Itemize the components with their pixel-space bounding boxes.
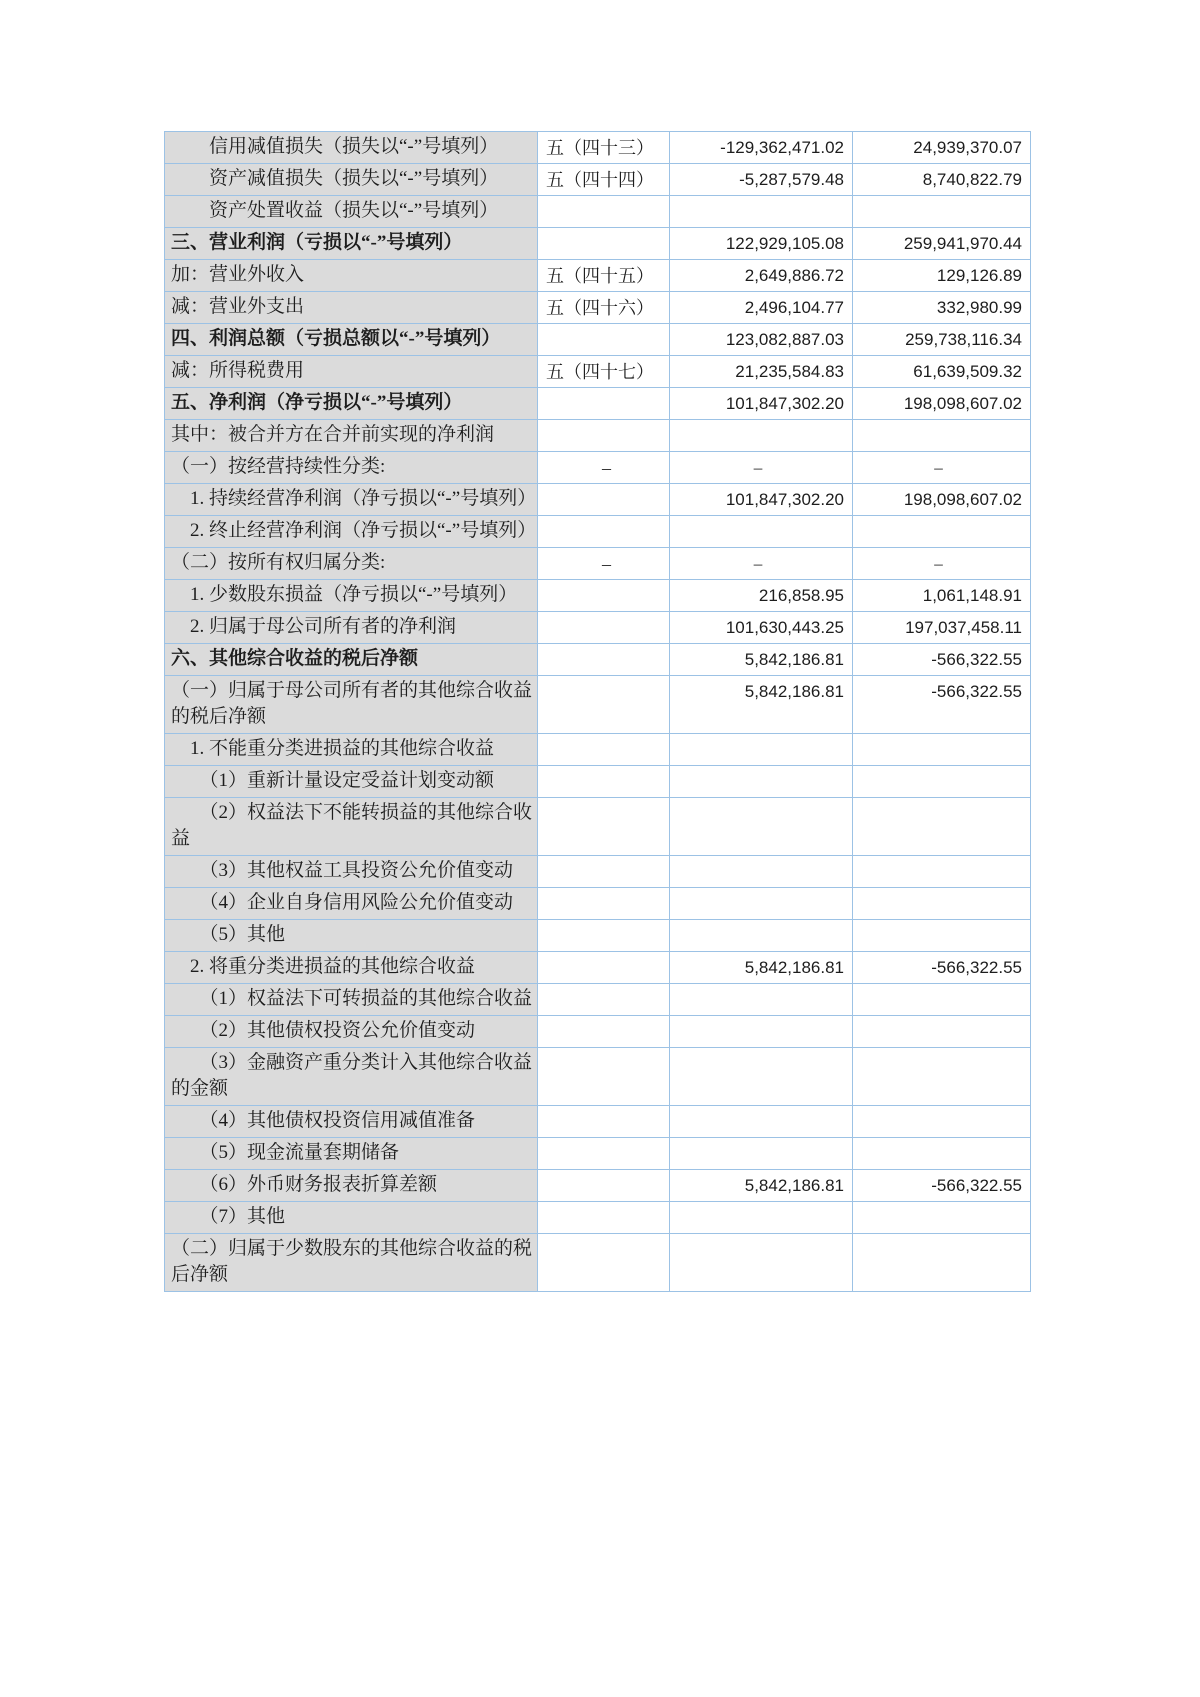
item-label-cell: 其中：被合并方在合并前实现的净利润 [165,420,538,452]
note-reference-cell [538,1048,670,1106]
current-period-amount-cell [670,1202,853,1234]
note-reference-cell [538,952,670,984]
item-label-cell: （1）重新计量设定受益计划变动额 [165,766,538,798]
note-reference-cell [538,734,670,766]
prior-period-amount-cell [853,798,1031,856]
prior-period-amount-cell [853,516,1031,548]
prior-period-amount-cell [853,1048,1031,1106]
income-statement-table [164,131,1031,1292]
table-row [165,260,1031,292]
note-reference-cell [538,766,670,798]
item-label-cell: 2. 终止经营净利润（净亏损以“-”号填列） [165,516,538,548]
item-label-cell: （3）金融资产重分类计入其他综合收益的金额 [165,1048,538,1106]
item-label-cell: （二）归属于少数股东的其他综合收益的税后净额 [165,1234,538,1292]
current-period-amount-cell: – [670,548,853,580]
table-row [165,548,1031,580]
table-row [165,734,1031,766]
current-period-amount-cell: 5,842,186.81 [670,952,853,984]
note-reference-cell: 五（四十四） [538,164,670,196]
prior-period-amount-cell [853,888,1031,920]
note-reference-cell: 五（四十六） [538,292,670,324]
item-label-cell: （6）外币财务报表折算差额 [165,1170,538,1202]
prior-period-amount-cell: – [853,548,1031,580]
note-reference-cell [538,644,670,676]
note-reference-cell [538,196,670,228]
current-period-amount-cell [670,766,853,798]
table-row [165,1048,1031,1106]
current-period-amount-cell [670,1048,853,1106]
table-row [165,228,1031,260]
current-period-amount-cell [670,734,853,766]
table-row [165,1202,1031,1234]
current-period-amount-cell [670,798,853,856]
note-reference-cell [538,888,670,920]
item-label-cell: （5）其他 [165,920,538,952]
item-label-cell: 1. 不能重分类进损益的其他综合收益 [165,734,538,766]
table-body [165,132,1031,1292]
prior-period-amount-cell: -566,322.55 [853,1170,1031,1202]
current-period-amount-cell [670,1106,853,1138]
item-label-cell: 信用减值损失（损失以“-”号填列） [165,132,538,164]
note-reference-cell [538,516,670,548]
current-period-amount-cell: 101,630,443.25 [670,612,853,644]
note-reference-cell [538,984,670,1016]
prior-period-amount-cell [853,920,1031,952]
prior-period-amount-cell [853,1106,1031,1138]
prior-period-amount-cell: 8,740,822.79 [853,164,1031,196]
item-label-cell: 五、净利润（净亏损以“-”号填列） [165,388,538,420]
item-label-cell: （4）企业自身信用风险公允价值变动 [165,888,538,920]
item-label-cell: 六、其他综合收益的税后净额 [165,644,538,676]
prior-period-amount-cell: 197,037,458.11 [853,612,1031,644]
item-label-cell: 2. 归属于母公司所有者的净利润 [165,612,538,644]
note-reference-cell [538,420,670,452]
prior-period-amount-cell [853,196,1031,228]
item-label-cell: （3）其他权益工具投资公允价值变动 [165,856,538,888]
note-reference-cell [538,324,670,356]
table-row [165,132,1031,164]
current-period-amount-cell: 5,842,186.81 [670,644,853,676]
note-reference-cell [538,388,670,420]
prior-period-amount-cell: 332,980.99 [853,292,1031,324]
table-row [165,420,1031,452]
note-reference-cell [538,920,670,952]
item-label-cell: （一）归属于母公司所有者的其他综合收益的税后净额 [165,676,538,734]
table-row [165,516,1031,548]
current-period-amount-cell: -5,287,579.48 [670,164,853,196]
current-period-amount-cell: 216,858.95 [670,580,853,612]
note-reference-cell: 五（四十七） [538,356,670,388]
note-reference-cell [538,612,670,644]
current-period-amount-cell: 123,082,887.03 [670,324,853,356]
current-period-amount-cell [670,1016,853,1048]
item-label-cell: 减：所得税费用 [165,356,538,388]
current-period-amount-cell [670,920,853,952]
note-reference-cell [538,1016,670,1048]
item-label-cell: 1. 少数股东损益（净亏损以“-”号填列） [165,580,538,612]
current-period-amount-cell [670,1234,853,1292]
prior-period-amount-cell: -566,322.55 [853,644,1031,676]
item-label-cell: 四、利润总额（亏损总额以“-”号填列） [165,324,538,356]
current-period-amount-cell: -129,362,471.02 [670,132,853,164]
current-period-amount-cell: 2,496,104.77 [670,292,853,324]
prior-period-amount-cell: 198,098,607.02 [853,484,1031,516]
item-label-cell: （2）权益法下不能转损益的其他综合收益 [165,798,538,856]
current-period-amount-cell: 101,847,302.20 [670,388,853,420]
prior-period-amount-cell [853,1138,1031,1170]
current-period-amount-cell: 122,929,105.08 [670,228,853,260]
table-row [165,196,1031,228]
prior-period-amount-cell [853,984,1031,1016]
table-row [165,1170,1031,1202]
note-reference-cell [538,676,670,734]
current-period-amount-cell [670,888,853,920]
table-row [165,356,1031,388]
prior-period-amount-cell: 129,126.89 [853,260,1031,292]
item-label-cell: （4）其他债权投资信用减值准备 [165,1106,538,1138]
prior-period-amount-cell: 1,061,148.91 [853,580,1031,612]
current-period-amount-cell: 5,842,186.81 [670,1170,853,1202]
table-row [165,324,1031,356]
current-period-amount-cell [670,1138,853,1170]
table-row [165,580,1031,612]
table-row [165,1016,1031,1048]
note-reference-cell [538,1170,670,1202]
table-row [165,484,1031,516]
item-label-cell: 资产处置收益（损失以“-”号填列） [165,196,538,228]
table-row [165,798,1031,856]
note-reference-cell [538,1138,670,1170]
item-label-cell: （2）其他债权投资公允价值变动 [165,1016,538,1048]
table-row [165,676,1031,734]
table-row [165,952,1031,984]
item-label-cell: 加：营业外收入 [165,260,538,292]
note-reference-cell: – [538,548,670,580]
note-reference-cell: 五（四十五） [538,260,670,292]
table-row [165,984,1031,1016]
current-period-amount-cell: 5,842,186.81 [670,676,853,734]
table-row [165,888,1031,920]
table-row [165,920,1031,952]
table-row [165,164,1031,196]
current-period-amount-cell [670,856,853,888]
prior-period-amount-cell: 259,738,116.34 [853,324,1031,356]
prior-period-amount-cell: 259,941,970.44 [853,228,1031,260]
note-reference-cell [538,856,670,888]
item-label-cell: （7）其他 [165,1202,538,1234]
table-row [165,1106,1031,1138]
prior-period-amount-cell [853,766,1031,798]
current-period-amount-cell [670,984,853,1016]
current-period-amount-cell: 21,235,584.83 [670,356,853,388]
item-label-cell: （5）现金流量套期储备 [165,1138,538,1170]
prior-period-amount-cell: -566,322.55 [853,676,1031,734]
note-reference-cell [538,1234,670,1292]
current-period-amount-cell [670,516,853,548]
table-row [165,388,1031,420]
prior-period-amount-cell [853,1202,1031,1234]
current-period-amount-cell: 101,847,302.20 [670,484,853,516]
prior-period-amount-cell [853,856,1031,888]
prior-period-amount-cell: 198,098,607.02 [853,388,1031,420]
prior-period-amount-cell [853,420,1031,452]
table-row [165,612,1031,644]
item-label-cell: （一）按经营持续性分类: [165,452,538,484]
item-label-cell: （1）权益法下可转损益的其他综合收益 [165,984,538,1016]
note-reference-cell [538,228,670,260]
current-period-amount-cell [670,196,853,228]
note-reference-cell [538,1202,670,1234]
note-reference-cell [538,1106,670,1138]
prior-period-amount-cell: 61,639,509.32 [853,356,1031,388]
item-label-cell: 资产减值损失（损失以“-”号填列） [165,164,538,196]
prior-period-amount-cell: -566,322.55 [853,952,1031,984]
note-reference-cell [538,798,670,856]
current-period-amount-cell: – [670,452,853,484]
note-reference-cell: – [538,452,670,484]
table-row [165,292,1031,324]
table-row [165,1234,1031,1292]
prior-period-amount-cell [853,1234,1031,1292]
item-label-cell: 1. 持续经营净利润（净亏损以“-”号填列） [165,484,538,516]
note-reference-cell [538,580,670,612]
note-reference-cell: 五（四十三） [538,132,670,164]
table-row [165,856,1031,888]
item-label-cell: （二）按所有权归属分类: [165,548,538,580]
prior-period-amount-cell [853,734,1031,766]
table-row [165,452,1031,484]
item-label-cell: 减：营业外支出 [165,292,538,324]
prior-period-amount-cell: – [853,452,1031,484]
note-reference-cell [538,484,670,516]
table-row [165,1138,1031,1170]
current-period-amount-cell: 2,649,886.72 [670,260,853,292]
item-label-cell: 2. 将重分类进损益的其他综合收益 [165,952,538,984]
table-row [165,766,1031,798]
current-period-amount-cell [670,420,853,452]
prior-period-amount-cell [853,1016,1031,1048]
table-row [165,644,1031,676]
item-label-cell: 三、营业利润（亏损以“-”号填列） [165,228,538,260]
prior-period-amount-cell: 24,939,370.07 [853,132,1031,164]
